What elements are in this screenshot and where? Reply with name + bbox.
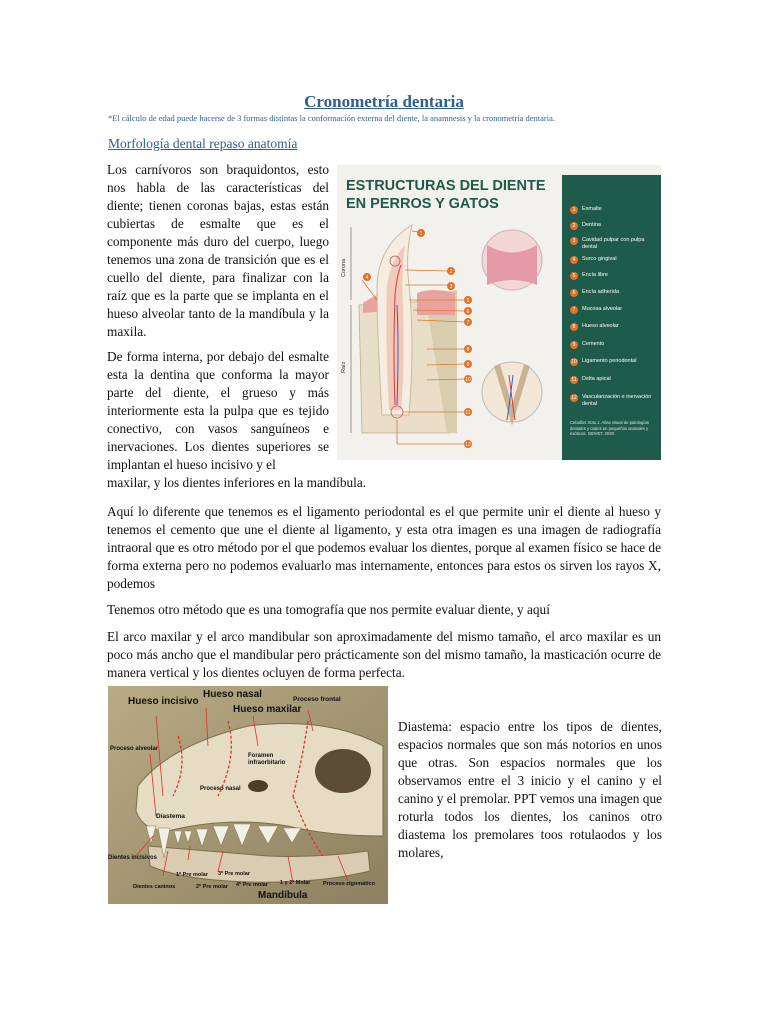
svg-text:10: 10	[465, 377, 471, 383]
legend-item	[570, 289, 654, 297]
legend-panel	[562, 175, 661, 460]
svg-text:2: 2	[449, 269, 453, 275]
legend-item	[570, 323, 654, 331]
section-subtitle: Morfología dental repaso anatomía	[108, 136, 298, 151]
label-hueso-incisivo: Hueso incisivo	[128, 696, 199, 707]
legend-text: Surco gingival	[582, 256, 617, 262]
legend-number: 9	[570, 341, 578, 349]
legend-text: Hueso alveolar	[582, 323, 619, 329]
legend-text: Vascularización e inervación dental	[582, 394, 652, 407]
label-proceso-nasal: Proceso nasal	[200, 786, 241, 792]
paragraph-tomografia: Tenemos otro método que es una tomografía que nos permite evaluar diente, y aquí	[107, 602, 550, 617]
legend-text: Cavidad pulpar con pulpa dental	[582, 237, 645, 250]
legend-number: 5	[570, 272, 578, 280]
tooth-structure-infographic	[337, 165, 661, 460]
legend-item	[570, 394, 654, 407]
label-corona: Corona	[341, 258, 347, 277]
label-raiz: Raíz	[341, 361, 347, 373]
legend-text: Esmalte	[582, 206, 602, 212]
legend-number: 10	[571, 359, 577, 365]
legend-number: 12	[571, 395, 577, 401]
label-pre-molar-4: 4º Pre molar	[236, 882, 268, 888]
label-pre-molar-1: 1º Pre molar	[176, 872, 208, 878]
paragraph-arcos: El arco maxilar y el arco mandibular son aproximadamente del mismo tamaño, el arco maxilar es un poco más ancho que el mandibular pero prácticamente son del mismo tamaño, la masticación ocurre de manera vertical y los dientes ocluyen de forma perfecta.	[107, 629, 661, 680]
svg-text:3: 3	[449, 284, 453, 290]
svg-text:6: 6	[466, 309, 470, 315]
legend-number: 2	[570, 222, 578, 230]
legend-item	[570, 206, 654, 214]
paragraph-estructura-interna-end: maxilar, y los dientes inferiores en la mandíbula.	[107, 475, 367, 490]
label-dientes-incisivos: Dientes incisivos	[108, 855, 158, 861]
legend-item	[570, 341, 654, 349]
legend-number: 4	[570, 256, 578, 264]
infographic-title-line1: ESTRUCTURAS DEL DIENTE	[346, 178, 546, 194]
legend-item	[570, 222, 654, 230]
label-dientes-caninos: Dientes caninos	[133, 884, 176, 890]
legend-item	[570, 358, 654, 366]
legend-item	[570, 256, 654, 264]
svg-text:7: 7	[466, 320, 470, 326]
svg-text:1: 1	[419, 231, 423, 237]
paragraph-diastema: Diastema: espacio entre los tipos de dientes, espacios normales que son más notorios en unos que otras. Son espacios normales que los observamos entre el 3 inicio y el canino y el canino y el premolar. PPT vemos una imagen que roturla todos los dientes, los caninos otro diastema los premolares toos rotulaodos y los molares,	[398, 719, 662, 860]
label-proceso-frontal: Proceso frontal	[293, 696, 341, 703]
legend-number: 7	[570, 306, 578, 314]
legend-text: Delta apical	[582, 376, 611, 382]
legend-text: Encía libre	[582, 272, 608, 278]
svg-text:8: 8	[466, 347, 470, 353]
infographic-title-line2: EN PERROS Y GATOS	[346, 196, 499, 212]
label-diastema: Diastema	[156, 813, 185, 820]
svg-text:9: 9	[466, 362, 470, 368]
label-proceso-cigomatico: Proceso zigomático	[323, 881, 375, 887]
legend-text: Ligamento periodontal	[582, 358, 637, 364]
legend-item	[570, 376, 654, 384]
paragraph-braquidontos: Los carnívoros son braquidontos, esto nos habla de las características del diente; tienen coronas bajas, estas están cubiertas de esmalte que es el componente más duro del cuerpo, luego tenemos una zona de transición que es el cuello del diente, para finalizar con la raíz que es la parte que se implanta en el hueso alveolar tanto de la mandíbula y la maxila.	[107, 162, 329, 339]
label-mandibula: Mandíbula	[258, 890, 308, 901]
legend-number: 1	[570, 206, 578, 214]
label-proceso-alveolar: Proceso alveolar	[110, 746, 159, 752]
legend-number: 8	[570, 323, 578, 331]
legend-text: Cemento	[582, 341, 605, 347]
svg-text:4: 4	[365, 275, 369, 281]
legend-number: 3	[570, 237, 578, 245]
paragraph-ligamento: Aquí lo diferente que tenemos es el ligamento periodontal es el que permite unir el diente al hueso y tenemos el cemento que une el diente al ligamento, y esta otra imagen es una imagen de radiografía intraoral que es otro método por el que podemos evaluar los dientes, porque al examen físico se hace de forma externa pero no podemos evaluarlo mas internamente, entonces para estos os sirven los rayos X, podemos	[107, 504, 661, 591]
infographic-credit: Ceballos Soto J. Atlas visual de patologías dentales y orales en pequeños animales y exóticos. SDIVET. 2020.	[570, 420, 649, 436]
label-foramen: Foramen infraorbitario	[248, 753, 286, 766]
legend-number: 11	[571, 377, 577, 383]
intro-note: *El cálculo de edad puede hacerse de 3 formas distintas la conformación externa del diente, la anamnesis y la cronometría dentaria.	[108, 113, 556, 123]
legend-item	[570, 306, 654, 314]
tooth-diagram	[337, 165, 562, 460]
legend-text: Encía adherida	[582, 289, 619, 295]
skull-photo	[108, 686, 388, 904]
legend-text: Dentina	[582, 222, 601, 228]
legend-item	[570, 272, 654, 280]
svg-text:12: 12	[465, 442, 471, 448]
legend-text: Mucosa alveolar	[582, 306, 623, 312]
svg-text:11: 11	[465, 410, 471, 416]
svg-text:5: 5	[466, 298, 470, 304]
label-pre-molar-3: 3º Pre molar	[218, 871, 250, 877]
legend-number: 6	[570, 289, 578, 297]
label-molar: 1 y 2º Molar	[280, 880, 311, 886]
page-title: Cronometría dentaria	[304, 92, 464, 111]
legend-item	[570, 237, 654, 250]
label-hueso-maxilar: Hueso maxilar	[233, 704, 302, 715]
label-hueso-nasal: Hueso nasal	[203, 689, 262, 700]
label-pre-molar-2: 2º Pre molar	[196, 884, 228, 890]
paragraph-estructura-interna: De forma interna, por debajo del esmalte esta la dentina que conforma la mayor parte del diente, el grueso y más interiormente esta la pulpa que es tejido conectivo, con vasos sanguíneos e inervaciones. Los dientes superiores se implantan el hueso incisivo y el	[107, 349, 329, 472]
